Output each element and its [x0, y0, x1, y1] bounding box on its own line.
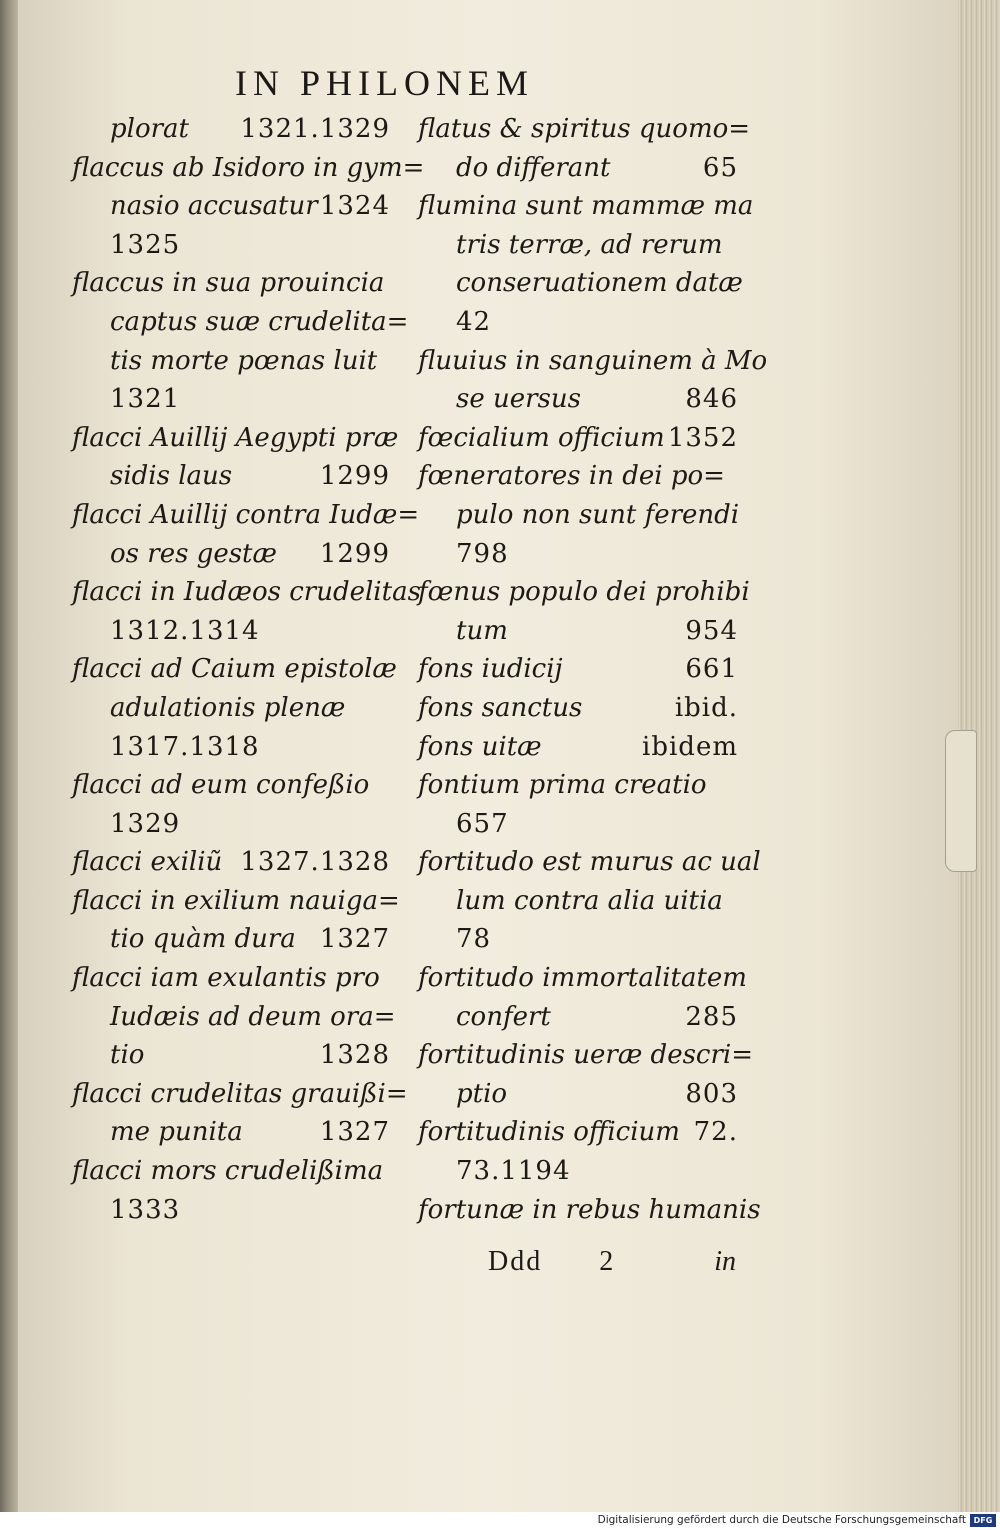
entry-line [418, 419, 738, 458]
entry-text: fœneratores in dei po= [418, 461, 725, 492]
entry-text: fœnus populo dei prohibi [418, 577, 750, 608]
entry-text: flacci mors crudelißima [72, 1156, 384, 1187]
entry-line [72, 689, 390, 728]
entry-text: lum contra alia uitia [456, 885, 723, 916]
index-entry [72, 1152, 390, 1229]
entry-line [418, 110, 751, 149]
entry-line [418, 766, 738, 805]
entry-line [72, 843, 390, 882]
page-reference: 42 [456, 306, 492, 337]
index-entry [418, 1113, 738, 1190]
index-entry [72, 496, 420, 573]
entry-line [418, 1075, 738, 1114]
index-entry [418, 419, 738, 458]
entry-text: tum [456, 615, 508, 646]
entry-line [418, 612, 738, 651]
index-entry [418, 766, 738, 843]
entry-line [72, 496, 420, 535]
entry-line [72, 766, 390, 805]
index-entry [418, 342, 768, 419]
page-reference: ibid. [674, 692, 738, 723]
entry-text: flacci exiliũ [72, 847, 223, 878]
index-entry [72, 650, 397, 766]
index-entry [72, 264, 409, 418]
entry-line [418, 805, 738, 844]
index-entry [418, 1191, 761, 1230]
entry-text: do differant [456, 152, 611, 183]
entry-text: conseruationem datæ [456, 268, 743, 299]
entry-line [72, 226, 390, 265]
page-reference: ibidem [642, 731, 738, 762]
page-reference: 1299 [319, 461, 390, 492]
index-entry [418, 110, 751, 187]
entry-line [72, 1036, 390, 1075]
entry-text: fluuius in sanguinem à Mo [418, 345, 768, 376]
leaf-number: 2 [599, 1246, 614, 1277]
entry-line [418, 959, 747, 998]
index-entry [72, 959, 396, 1075]
page-reference: 803 [685, 1078, 738, 1109]
entry-line [72, 882, 400, 921]
page-reference: 78 [456, 924, 492, 955]
entry-line [72, 805, 390, 844]
entry-text: me punita [110, 1117, 243, 1148]
entry-text: fortitudinis officium [418, 1117, 680, 1148]
index-entry [418, 187, 754, 341]
index-entry [418, 728, 738, 767]
entry-line [72, 535, 390, 574]
page-reference: 73.1194 [456, 1156, 571, 1187]
right-index-column [418, 110, 768, 1229]
entry-text: fortitudo est murus ac ual [418, 847, 761, 878]
page-reference: 1317.1318 [110, 731, 260, 762]
entry-line [418, 342, 768, 381]
entry-text: flacci Auillij Aegypti præ [72, 422, 399, 453]
entry-line [72, 457, 390, 496]
entry-text: tis morte pœnas luit [110, 345, 378, 376]
entry-line [72, 1191, 390, 1230]
entry-line [72, 1075, 408, 1114]
page-reference: 65 [702, 152, 738, 183]
entry-line [418, 689, 738, 728]
entry-text: flacci in Iudæos crudelitas [72, 577, 421, 608]
entry-text: fortitudo immortalitatem [418, 963, 747, 994]
entry-line [72, 419, 399, 458]
entry-text: tris terræ, ad rerum [456, 229, 723, 260]
entry-line [418, 226, 738, 265]
page-reference: 1333 [110, 1194, 181, 1225]
entry-text: ptio [456, 1078, 508, 1109]
entry-text: confert [456, 1001, 551, 1032]
page-footer [488, 1246, 736, 1278]
index-entry [72, 882, 400, 959]
page-reference: 1329 [110, 808, 181, 839]
entry-line [418, 535, 738, 574]
entry-text: Iudæis ad deum ora= [110, 1001, 396, 1032]
index-entry [72, 766, 390, 843]
page-reference: 1321.1329 [240, 114, 390, 144]
page-reference: 1324 [319, 191, 390, 222]
index-entry [418, 689, 738, 728]
entry-line [418, 1113, 738, 1152]
page-reference: 285 [685, 1001, 738, 1032]
entry-line [418, 650, 738, 689]
page-reference: 846 [685, 384, 738, 415]
entry-line [418, 380, 738, 419]
entry-text: flaccus in sua prouincia [72, 268, 385, 299]
entry-line [418, 303, 738, 342]
index-entry [418, 843, 761, 959]
entry-text: pulo non sunt ferendi [456, 499, 740, 530]
entry-text: tio quàm dura [110, 924, 296, 955]
entry-text: flacci iam exulantis pro [72, 963, 380, 994]
entry-line [72, 998, 396, 1037]
page-reference: 1327.1328 [240, 847, 390, 878]
entry-line [72, 959, 390, 998]
index-entry [72, 149, 425, 265]
page-reference: 657 [456, 808, 509, 839]
entry-text: fœcialium officium [418, 422, 665, 453]
catchword: in [714, 1246, 736, 1277]
left-index-column [72, 110, 425, 1229]
entry-line [418, 1152, 738, 1191]
page-reference: 1327 [319, 1117, 390, 1148]
entry-text: fortunæ in rebus humanis [418, 1194, 761, 1225]
page-reference: 1299 [319, 538, 390, 569]
entry-text: sidis laus [110, 461, 233, 492]
entry-line [418, 998, 738, 1037]
page-reference: 798 [456, 538, 509, 569]
entry-line [418, 1191, 761, 1230]
entry-text: os res gestæ [110, 538, 277, 569]
entry-line [418, 457, 738, 496]
page-reference: 954 [685, 615, 738, 646]
entry-text: fontium prima creatio [418, 770, 707, 801]
entry-line [72, 110, 390, 149]
page-reference: 1325 [110, 229, 181, 260]
entry-line [72, 728, 390, 767]
entry-line [418, 728, 738, 767]
entry-line [418, 264, 743, 303]
signature-mark: Ddd [488, 1246, 543, 1277]
index-entry [72, 573, 421, 650]
entry-line [418, 496, 738, 535]
entry-text: adulationis plenæ [110, 692, 346, 723]
entry-text: fons iudicij [418, 654, 563, 685]
entry-text: flacci in exilium nauiga= [72, 885, 400, 916]
page-reference: 1312.1314 [110, 615, 260, 646]
entry-text: flumina sunt mammæ ma [418, 191, 754, 222]
entry-text: flacci ad eum confeßio [72, 770, 370, 801]
entry-line [72, 187, 390, 226]
entry-text: captus suæ crudelita= [110, 306, 409, 337]
entry-line [72, 342, 390, 381]
entry-line [418, 843, 761, 882]
page-reference: 1352 [667, 422, 738, 453]
entry-line [418, 149, 738, 188]
entry-text: flaccus ab Isidoro in gym= [72, 152, 425, 183]
entry-text: flacci ad Caium epistolæ [72, 654, 397, 685]
entry-text: fons uitæ [418, 731, 542, 762]
entry-text: fons sanctus [418, 692, 583, 723]
index-entry [418, 959, 747, 1036]
entry-text: tio [110, 1040, 145, 1071]
funding-credit: Digitalisierung gefördert durch die Deutsche Forschungsgemeinschaft [597, 1514, 966, 1526]
entry-line [72, 264, 390, 303]
entry-text: nasio accusatur [110, 191, 318, 222]
entry-line [72, 650, 397, 689]
entry-text: plorat [110, 114, 189, 144]
page-reference: 72. [693, 1117, 738, 1148]
entry-line [72, 303, 409, 342]
index-entry [418, 650, 738, 689]
entry-line [418, 573, 750, 612]
page-reference: 1327 [319, 924, 390, 955]
entry-line [72, 920, 390, 959]
entry-text: flatus & spiritus quomo= [418, 114, 751, 144]
page-reference: 1321 [110, 384, 181, 415]
entry-text: flacci crudelitas grauißi= [72, 1078, 408, 1109]
entry-line [72, 612, 390, 651]
entry-line [418, 1036, 754, 1075]
entry-line [72, 1113, 390, 1152]
entry-line [72, 149, 425, 188]
dfg-logo: DFG [970, 1514, 996, 1527]
index-entry [418, 573, 750, 650]
entry-line [72, 573, 421, 612]
entry-line [418, 920, 738, 959]
index-entry [418, 457, 738, 573]
entry-text: flacci Auillij contra Iudæ= [72, 499, 420, 530]
entry-line [72, 380, 390, 419]
index-entry [72, 1075, 408, 1152]
entry-text: se uersus [456, 384, 581, 415]
entry-line [418, 187, 754, 226]
entry-line [418, 882, 738, 921]
entry-line [72, 1152, 390, 1191]
entry-text: fortitudinis ueræ descri= [418, 1040, 754, 1071]
page-reference: 661 [685, 654, 738, 685]
bookmark-tab [945, 730, 977, 872]
index-entry [72, 419, 399, 496]
index-entry [72, 843, 390, 882]
index-entry [418, 1036, 754, 1113]
running-head: IN PHILONEM [235, 63, 534, 103]
index-entry [72, 110, 390, 149]
page-reference: 1328 [319, 1040, 390, 1071]
